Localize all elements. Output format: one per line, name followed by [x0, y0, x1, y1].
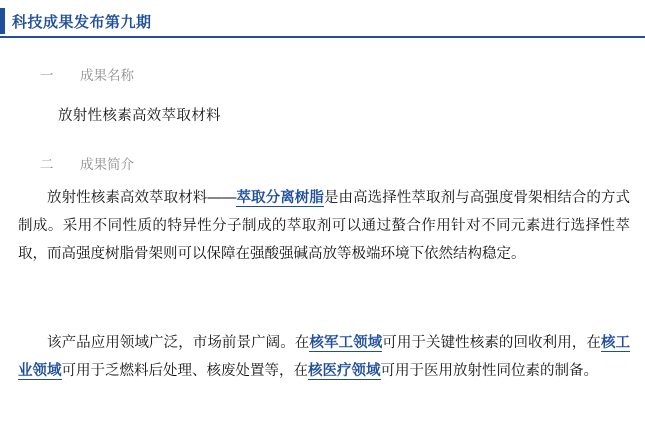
- paragraph-text-segment: 可用于医用放射性同位素的制备。: [380, 363, 598, 379]
- paragraph-text-segment: 可用于关键性核素的回收利用，在: [382, 335, 601, 351]
- section-heading-name: [40, 64, 134, 84]
- page-title: 科技成果发布第九期: [12, 14, 152, 31]
- highlight-nuclear-military: 核军工领域: [309, 335, 383, 351]
- highlight-nuclear-medical: 核医疗领域: [308, 363, 381, 379]
- paragraph-text-segment: 可用于乏燃料后处理、核废处置等，在: [61, 363, 308, 379]
- section-number: 二: [40, 157, 54, 172]
- paragraph-applications: [18, 329, 630, 385]
- section-label: 成果名称: [80, 68, 134, 83]
- paragraph-text-segment: 放射性核素高效萃取材料——: [47, 190, 237, 206]
- paragraph-text-segment: 是由高选择性萃取剂与高强度骨架相结合的方式制成。采用不同性质的特异性分子制成的萃取剂可以通过螯合作用针对不同元素进行选择性萃取，而高强度树脂骨架则可以保障在强酸强碱高放等极端环境下依然结构稳定。: [18, 190, 631, 262]
- section-label: 成果简介: [80, 157, 134, 172]
- section-number: 一: [40, 68, 54, 83]
- header-accent-bar: [0, 8, 5, 34]
- document-header: [0, 8, 645, 38]
- highlight-nuclear-industry: 核工业领域: [18, 335, 631, 379]
- paragraph-text-segment: 该产品应用领域广泛，市场前景广阔。在: [47, 335, 310, 351]
- paragraph-intro: [18, 184, 630, 268]
- highlight-extraction-resin: 萃取分离树脂: [236, 190, 324, 206]
- section-heading-intro: [40, 153, 134, 173]
- result-name-value: 放射性核素高效萃取材料: [58, 108, 221, 124]
